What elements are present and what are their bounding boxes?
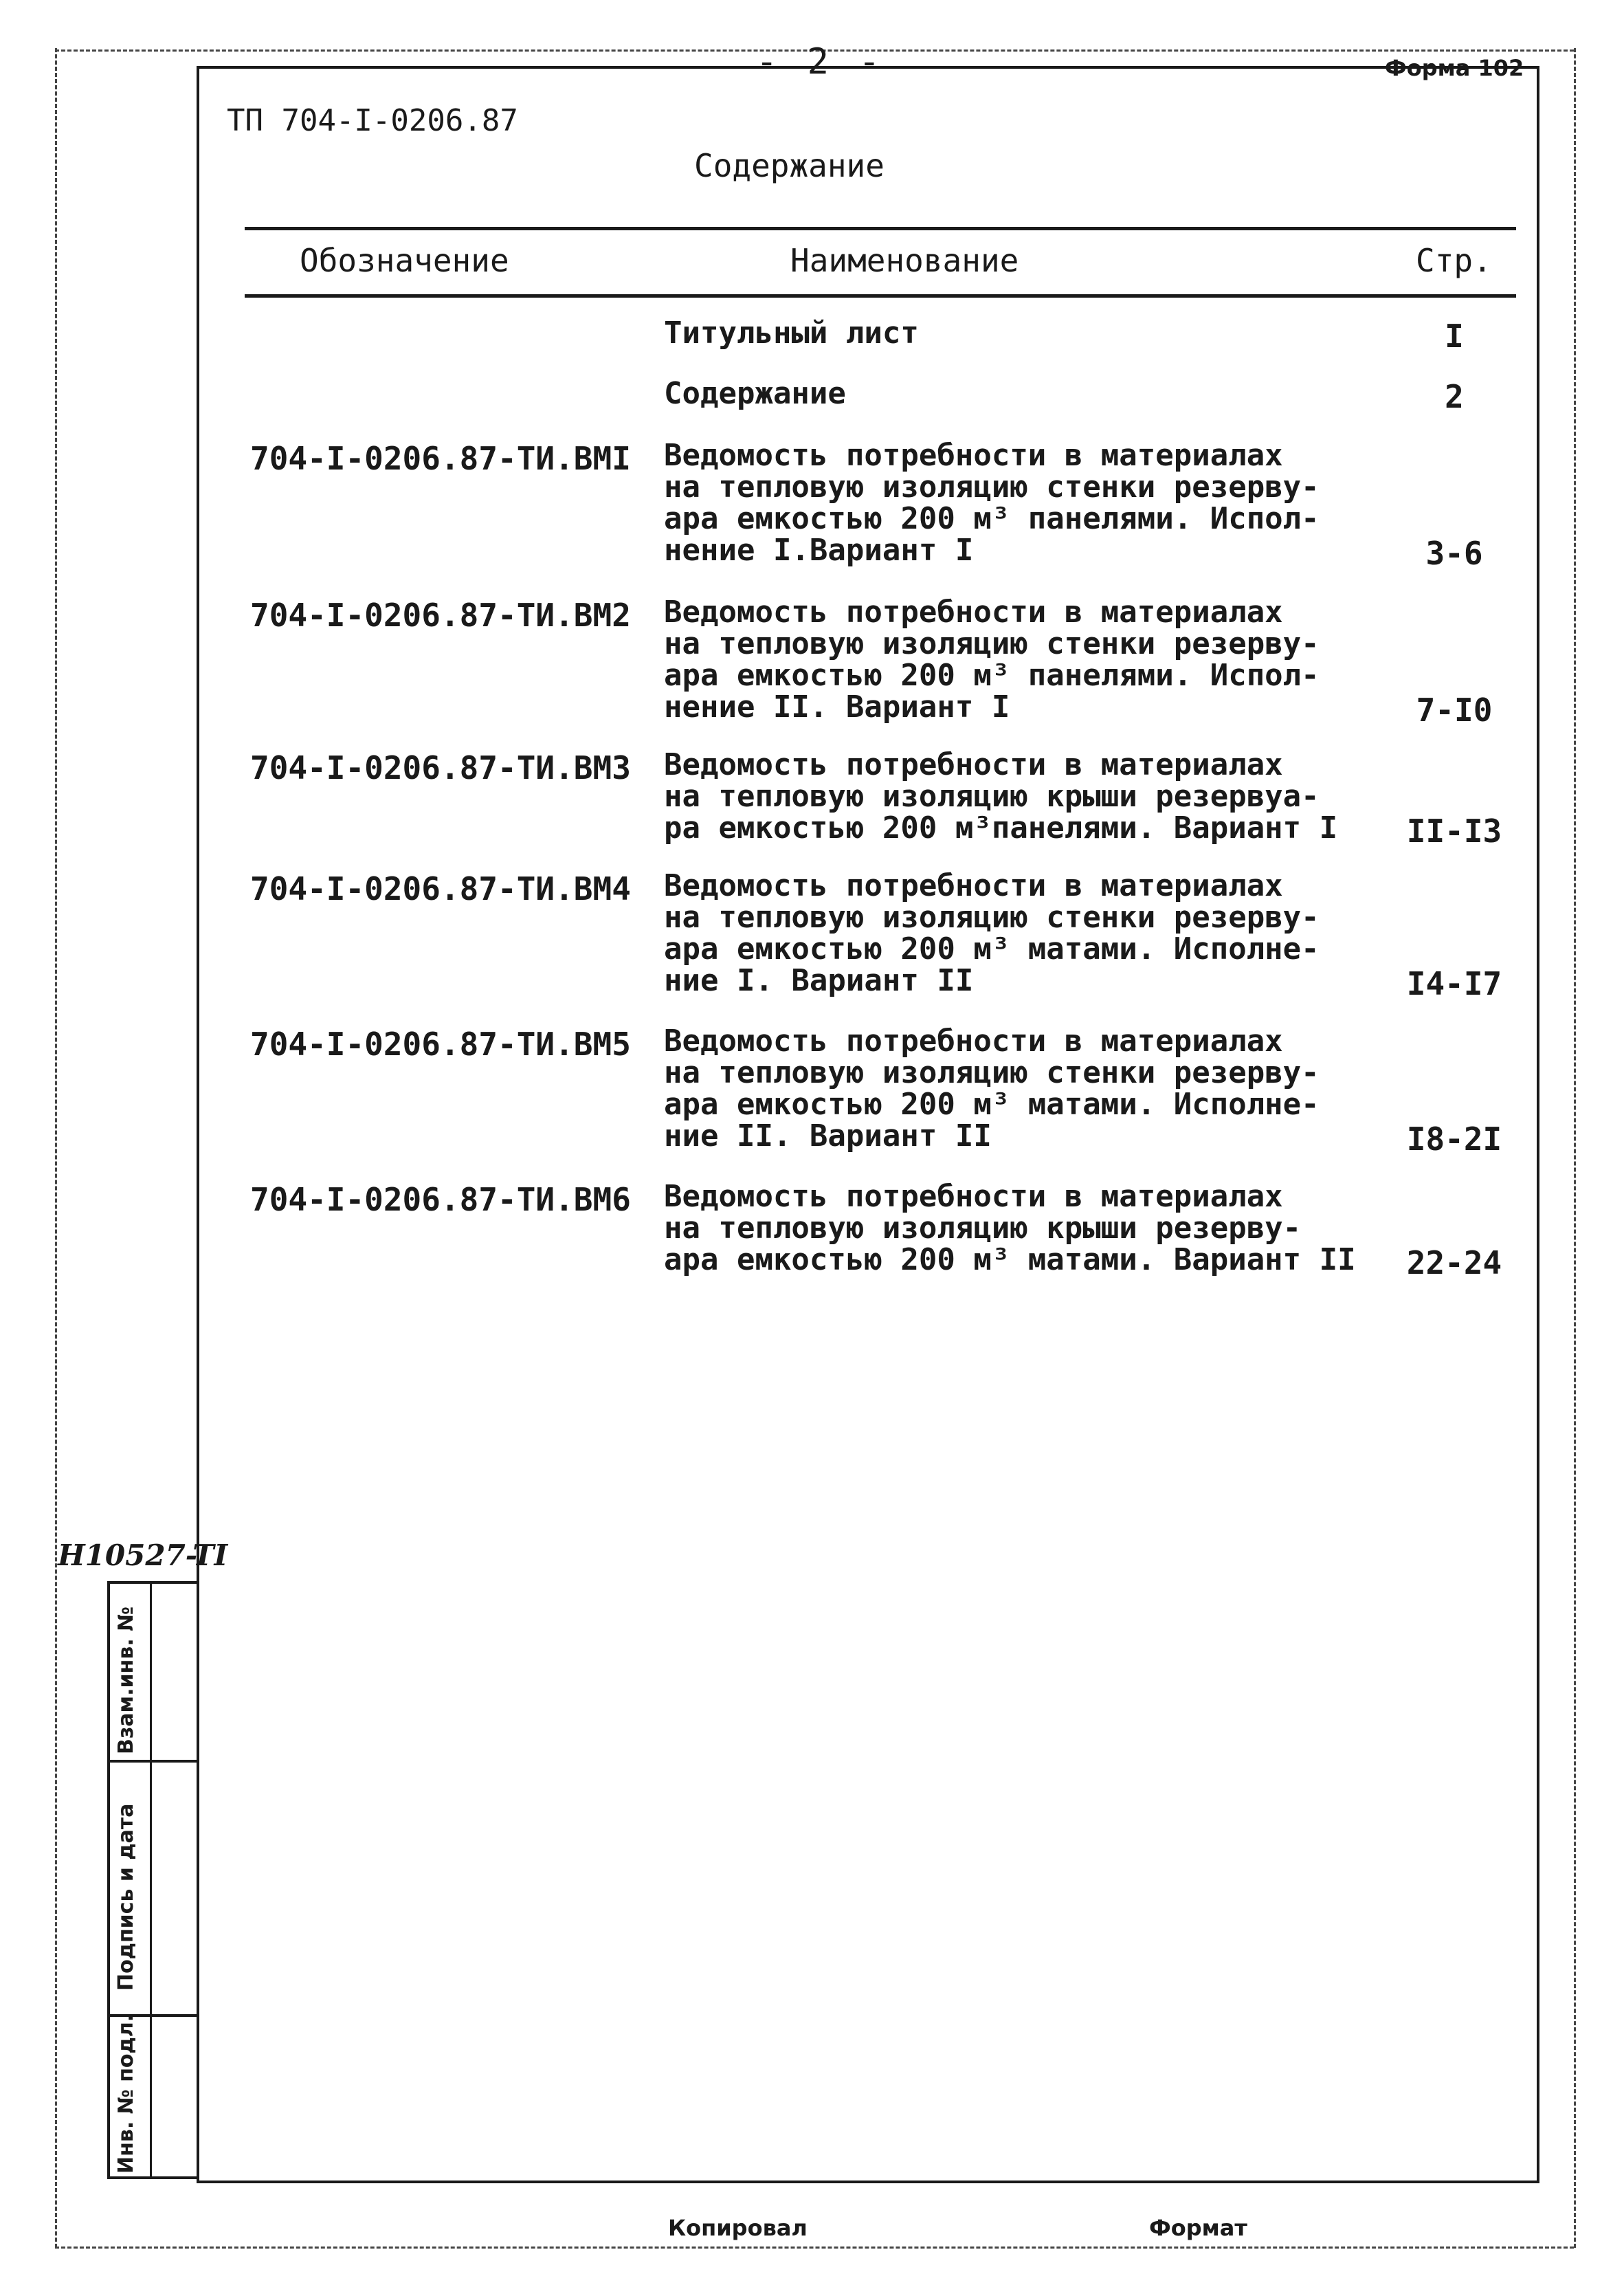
row-designation: 704-I-0206.87-ТИ.ВМ4	[250, 870, 631, 907]
form-label: Форма 102	[1385, 55, 1524, 81]
row-page: 22-24	[1406, 1244, 1502, 1281]
row-name: Ведомость потребности в материалах на тепловую изоляцию крыши резервуа- ра емкостью 200 м³панелями. Вариант I	[664, 747, 1338, 846]
column-header-designation: Обозначение	[300, 242, 509, 279]
stamp-label-replacement-inventory: Взам.инв. №	[114, 1606, 138, 1754]
handwritten-inventory-number: H10527-TI	[58, 1538, 228, 1572]
row-name: Титульный лист	[664, 316, 919, 351]
row-name: Ведомость потребности в материалах на тепловую изоляцию стенки резерву- ара емкостью 200 м³ матами. Исполне- ние I. Вариант II	[664, 868, 1320, 998]
document-code: ТП 704-I-0206.87	[227, 103, 518, 138]
row-name: Ведомость потребности в материалах на тепловую изоляцию стенки резерву- ара емкостью 200 м³ панелями. Испол- нение I.Вариант I	[664, 438, 1320, 568]
row-name: Ведомость потребности в материалах на тепловую изоляцию крыши резерву- ара емкостью 200 м³ матами. Вариант II	[664, 1179, 1356, 1277]
column-header-name: Наименование	[790, 242, 1019, 279]
table-top-rule	[245, 227, 1516, 230]
outer-cut-line-bottom	[55, 2247, 1574, 2249]
row-page: 3-6	[1425, 535, 1483, 572]
row-designation: 704-I-0206.87-ТИ.ВМ2	[250, 597, 631, 634]
column-header-page: Стр.	[1416, 242, 1492, 279]
stamp-label-original-inventory: Инв. № подл.	[114, 2013, 138, 2174]
outer-cut-line-left	[55, 48, 57, 2248]
footer-format-label: Формат	[1149, 2215, 1247, 2241]
row-page: I4-I7	[1406, 965, 1502, 1002]
footer-copied-label: Копировал	[668, 2215, 808, 2241]
page-number: - 2 -	[756, 41, 885, 82]
page-title: Содержание	[694, 147, 885, 184]
row-page: 2	[1445, 378, 1464, 415]
side-stamp-inner-line	[150, 1581, 152, 2179]
row-name: Ведомость потребности в материалах на тепловую изоляцию стенки резерву- ара емкостью 200 м³ панелями. Испол- нение II. Вариант I	[664, 595, 1320, 725]
row-designation: 704-I-0206.87-ТИ.ВМ5	[250, 1026, 631, 1063]
row-page: I	[1445, 318, 1464, 355]
row-page: 7-I0	[1416, 692, 1493, 729]
row-designation: 704-I-0206.87-ТИ.ВМ6	[250, 1181, 631, 1218]
row-designation: 704-I-0206.87-ТИ.ВМ3	[250, 749, 631, 786]
table-header-rule	[245, 294, 1516, 298]
row-name: Содержание	[664, 376, 846, 411]
row-page: II-I3	[1406, 813, 1502, 850]
row-name: Ведомость потребности в материалах на тепловую изоляцию стенки резерву- ара емкостью 200 м³ матами. Исполне- ние II. Вариант II	[664, 1024, 1320, 1153]
stamp-label-signature-date: Подпись и дата	[114, 1803, 138, 1991]
row-page: I8-2I	[1406, 1121, 1502, 1158]
side-stamp-divider	[107, 1760, 197, 1763]
row-designation: 704-I-0206.87-ТИ.ВМI	[250, 440, 631, 477]
